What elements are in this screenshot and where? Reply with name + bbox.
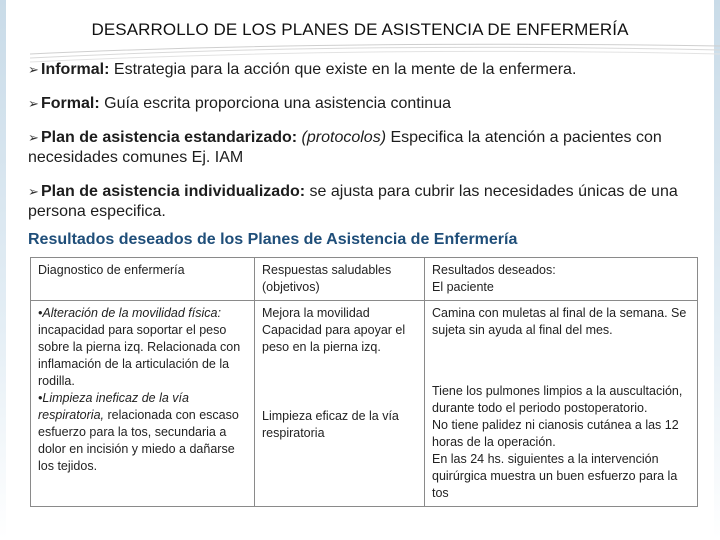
arrow-bullet-icon: ➢: [28, 184, 39, 199]
spacer: [432, 339, 691, 383]
arrow-bullet-icon: ➢: [28, 62, 39, 77]
header-outcomes-line1: Resultados deseados:: [432, 263, 556, 277]
bullet-text: Estrategia para la acción que existe en la mente de la enfermera.: [109, 61, 577, 78]
outcomes-table: [30, 257, 698, 507]
list-item: [28, 182, 698, 222]
left-frame-border: [0, 0, 6, 540]
bullet-text: Especifica la atención a pacientes con necesidades comunes Ej. IAM: [28, 129, 662, 166]
diagnosis-1-label: •Alteración de la movilidad física:: [38, 306, 221, 320]
cell-outcomes: [425, 301, 698, 507]
cell-objectives: [255, 301, 425, 507]
bullet-term: Plan de asistencia individualizado:: [41, 183, 306, 200]
bullet-term: Formal:: [41, 95, 100, 112]
list-item: [28, 128, 698, 168]
bullet-text: se ajusta para cubrir las necesidades únicas de una persona especifica.: [28, 183, 678, 220]
header-outcomes: [425, 258, 698, 301]
section-title: Resultados deseados de los Planes de Asistencia de Enfermería: [28, 231, 518, 248]
plan-types-list: [28, 60, 698, 236]
list-item: [28, 94, 698, 114]
page-title: DESARROLLO DE LOS PLANES DE ASISTENCIA DE ENFERMERÍA: [91, 20, 629, 39]
arrow-bullet-icon: ➢: [28, 96, 39, 111]
list-item: [28, 60, 698, 80]
bullet-italic: (protocolos): [297, 129, 387, 146]
diagnosis-2-label: •Limpieza ineficaz de la vía respiratoria,: [38, 391, 189, 422]
arrow-bullet-icon: ➢: [28, 130, 39, 145]
bullet-term: Plan de asistencia estandarizado:: [41, 129, 298, 146]
bullet-text: Guía escrita proporciona una asistencia continua: [99, 95, 451, 112]
bullet-term: Informal:: [41, 61, 110, 78]
cell-diagnosis: [31, 301, 255, 507]
diagnosis-1-text: incapacidad para soportar el peso sobre la pierna izq. Relacionada con inflamación de la articulación de la rodilla.: [38, 323, 241, 388]
outcome-2: Tiene los pulmones limpios a la auscultación, durante todo el periodo postoperatorio.: [432, 384, 683, 415]
table-row: [31, 301, 698, 507]
objective-2: Limpieza eficaz de la vía respiratoria: [262, 409, 399, 440]
spacer: [262, 356, 418, 408]
outcome-4: En las 24 hs. siguientes a la intervención quirúrgica muestra un buen esfuerzo para la tos: [432, 452, 678, 500]
diagnosis-2-text: relacionada con escaso esfuerzo para la tos, secundaria a dolor en incisión y miedo a dañarse los tejidos.: [38, 408, 239, 473]
table-header-row: [31, 258, 698, 301]
objective-1-line1: Mejora la movilidad: [262, 306, 370, 320]
objective-1-line2: Capacidad para apoyar el peso en la pierna izq.: [262, 323, 406, 354]
header-diagnosis: Diagnostico de enfermería: [31, 258, 255, 301]
outcome-1: Camina con muletas al final de la semana. Se sujeta sin ayuda al final del mes.: [432, 306, 687, 337]
outcome-3: No tiene palidez ni cianosis cutánea a las 12 horas de la operación.: [432, 418, 679, 449]
header-outcomes-line2: El paciente: [432, 280, 494, 294]
header-objectives: Respuestas saludables (objetivos): [255, 258, 425, 301]
right-frame-border: [714, 0, 720, 540]
